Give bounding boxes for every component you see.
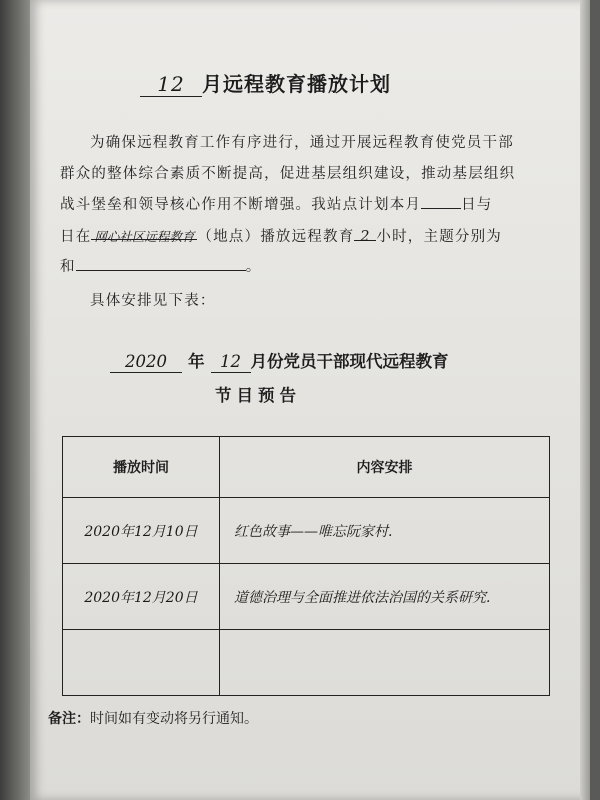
day-blank (421, 190, 461, 209)
intro-line-1: 为确保远程教育工作有序进行，通过开展远程教育使党员干部 (90, 135, 514, 151)
announcement-heading (110, 348, 530, 373)
intro-line-4-start: 日在 (60, 229, 92, 245)
intro-line-4-end: 小时，主题分别为 (376, 229, 503, 245)
note-label: 备注： (48, 711, 90, 727)
theme-blank (76, 252, 246, 271)
row-2-content (220, 564, 550, 630)
year-handwritten: 2020 (125, 352, 167, 371)
row-1-time (63, 498, 220, 564)
intro-line-3 (60, 190, 550, 221)
header-content: 内容安排 (220, 437, 550, 498)
intro-line-5 (60, 252, 550, 283)
table-row (63, 498, 550, 564)
hours-handwritten: 2 (360, 229, 371, 245)
title-text: 月远程教育播放计划 (202, 72, 391, 96)
intro-line-3-text: 战斗堡垒和领导核心作用不断增强。我站点计划本月 (60, 197, 422, 213)
row-1-time-text: 2020年12月10日 (84, 523, 198, 540)
title-month-handwritten: 12 (157, 72, 185, 96)
intro-line-6: 具体安排见下表： (90, 293, 216, 309)
announcement-heading-2: 节目预告 (215, 386, 301, 405)
intro-line-5-start: 和 (60, 259, 76, 275)
intro-line-4 (60, 221, 550, 253)
year-label: 年 (188, 352, 205, 371)
row-1-content-text: 红色故事——唯忘阮家村. (234, 523, 393, 540)
row-3-content (220, 630, 550, 696)
table-row (63, 564, 550, 630)
book-binding (0, 0, 30, 800)
row-2-content-text: 道德治理与全面推进依法治国的关系研究. (234, 589, 491, 606)
title-month-blank (140, 72, 202, 97)
row-3-time (63, 630, 220, 696)
header-time: 播放时间 (63, 437, 220, 498)
footnote (48, 708, 258, 728)
row-2-time (63, 564, 220, 630)
table-row (63, 630, 550, 696)
announcement-month-blank (211, 352, 251, 373)
intro-line-3-end: 日与 (461, 197, 493, 213)
schedule-table (62, 436, 550, 696)
announcement-heading-rest: 月份党员干部现代远程教育 (250, 352, 449, 371)
table-header-row (63, 437, 550, 498)
location-blank (91, 221, 197, 244)
announcement-month-handwritten: 12 (220, 352, 241, 371)
hours-blank (354, 222, 376, 245)
row-2-time-text: 2020年12月20日 (84, 589, 198, 606)
location-suffix: （地点）播放远程教育 (197, 229, 355, 245)
year-blank (110, 352, 182, 373)
note-text: 时间如有变动将另行通知。 (90, 711, 258, 727)
intro-line-2: 群众的整体综合素质不断提高，促进基层组织建设，推动基层组织 (60, 166, 516, 182)
row-1-content (220, 498, 550, 564)
location-handwritten: 网心社区远程教育 (94, 229, 195, 244)
page-title (140, 68, 480, 97)
page-edge (580, 0, 590, 800)
intro-line-5-end: 。 (245, 259, 262, 275)
